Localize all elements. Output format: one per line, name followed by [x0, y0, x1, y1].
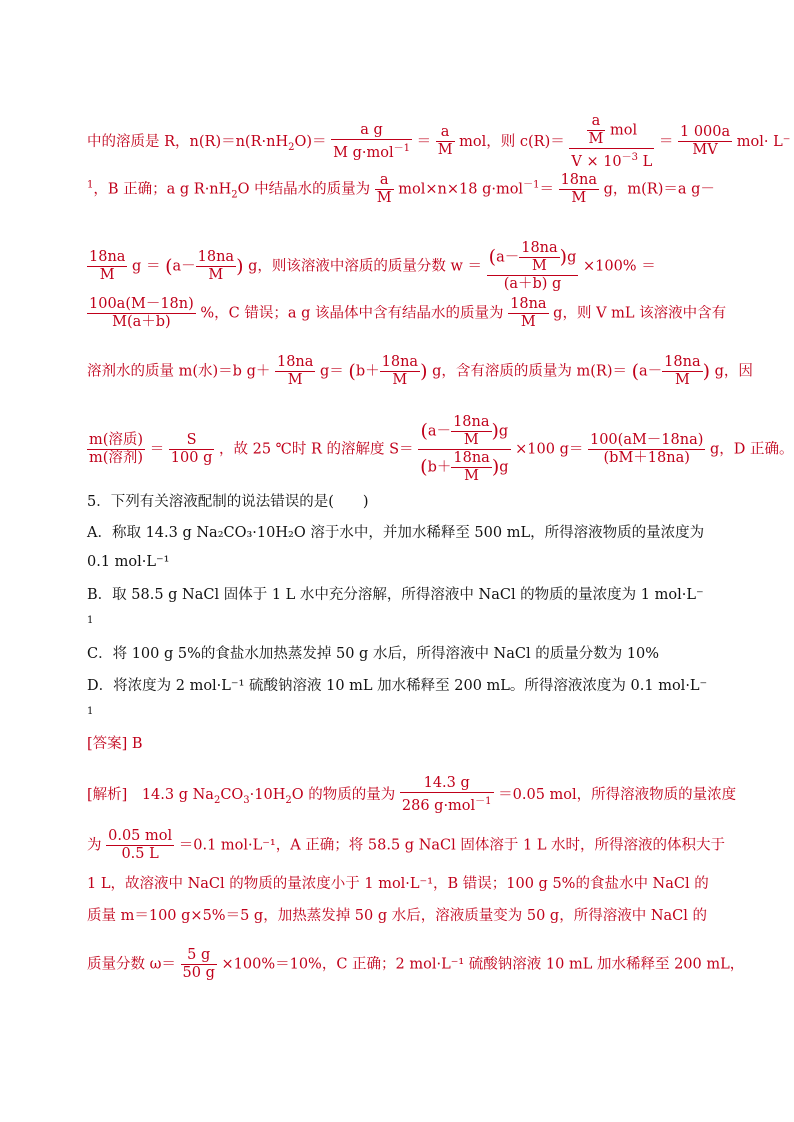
- option-c: C．将 100 g 5%的食盐水加热蒸发掉 50 g 水后，所得溶液中 NaCl 的质量分数为 10%: [87, 646, 660, 662]
- option-b-line-2: 1: [87, 615, 94, 626]
- solution-line-6: $\frac{\text{m(溶质)}}{\text{m(溶剂)}}$ ＝ $\frac{S}{100 g}$ ，故 25 ℃时 R 的溶解度 S＝ (a－ $\frac{18na}{M}$ )g (b＋ $\frac{18na}{M}$ )g ×100 g＝ $\frac{100(aM-18na)}{(bM+18na)}$ g，D 正确。: [89, 414, 794, 484]
- option-b-line-1: B．取 58.5 g NaCl 固体于 1 L 水中充分溶解，所得溶液中 NaCl 的物质的量浓度为 1 mol·L⁻: [87, 587, 704, 603]
- option-d-line-2: 1: [87, 706, 94, 717]
- solution-line-2: $^1$，B 正确；a g $R\cdot nH_2O$ 中结晶水的质量为 $\frac{a}{M}$ mol×n×18 g·mol$^{-1}$＝ $\frac{18na}{M}$ g，m(R)＝a g－: [87, 172, 715, 206]
- explanation-line-4: 质量 m＝100 g×5%＝5 g，加热蒸发掉 50 g 水后，溶液质量变为 50 g，所得溶液中 NaCl 的: [87, 908, 707, 924]
- solution-line-5: 溶剂水的质量 m(水)＝b g＋ $\frac{18na}{M}$ g＝ (b＋ $\frac{18na}{M}$ ) g，含有溶质的质量为 m(R)＝ (a－ $\frac{18na}{M}$ ) g，因: [87, 354, 753, 388]
- explanation-line-1: [解析] 14.3 g $Na_2CO_3\cdot 10H_2O$ 的物质的量为 $\frac{14.3 g}{286 g\cdot mol^{-1}}$ ＝0.05 mol，所得溶液物质的量浓度: [87, 775, 737, 814]
- question-5-stem: 5．下列有关溶液配制的说法错误的是( ): [87, 494, 369, 510]
- option-d-line-1: D．将浓度为 2 mol·L⁻¹ 硫酸钠溶液 10 mL 加水稀释至 200 mL。所得溶液浓度为 0.1 mol·L⁻: [87, 678, 708, 694]
- explanation-line-2: 为 $\frac{\text{0.05 mol}}{0.5 L}$ ＝0.1 mol·L⁻¹，A 正确；将 58.5 g NaCl 固体溶于 1 L 水时，所得溶液的体积大于: [87, 828, 726, 862]
- explanation-line-3: 1 L，故溶液中 NaCl 的物质的量浓度小于 1 mol·L⁻¹，B 错误；100 g 5%的食盐水中 NaCl 的: [87, 876, 709, 892]
- solution-line-4: $\frac{100a(M-18n)}{M(a+b)}$ %，C 错误；a g 该晶体中含有结晶水的质量为 $\frac{18na}{M}$ g，则 V mL 该溶液中含有: [89, 296, 727, 330]
- explanation-line-5: 质量分数 ω＝ $\frac{5 g}{50 g}$ ×100%＝10%，C 正确；2 mol·L⁻¹ 硫酸钠溶液 10 mL 加水稀释至 200 mL，: [87, 947, 745, 981]
- solution-line-1: 中的溶质是 R，$n(R)=n(R\cdot nH_2O)=$ $\frac{\text{a g}}{M g\cdot mol^{-1}}$ ＝ $\frac{a}{M}$ mol，则 c(R)＝ $\frac{a}{M}$ mol $V \times 10^{-3}$ L ＝ $\frac{1 000a}{MV}$ mol· L⁻: [87, 113, 791, 170]
- option-a-line-1: A．称取 14.3 g Na₂CO₃·10H₂O 溶于水中，并加水稀释至 500 mL，所得溶液物质的量浓度为: [87, 525, 705, 541]
- option-a-line-2: 0.1 mol·L⁻¹: [87, 554, 170, 570]
- solution-line-3: $\frac{18na}{M}$ g ＝ (a－ $\frac{18na}{M}$ ) g，则该溶液中溶质的质量分数 w ＝ (a－ $\frac{18na}{M}$ )g (a＋b) g ×100% ＝: [89, 240, 656, 292]
- answer: [答案] B: [87, 736, 143, 752]
